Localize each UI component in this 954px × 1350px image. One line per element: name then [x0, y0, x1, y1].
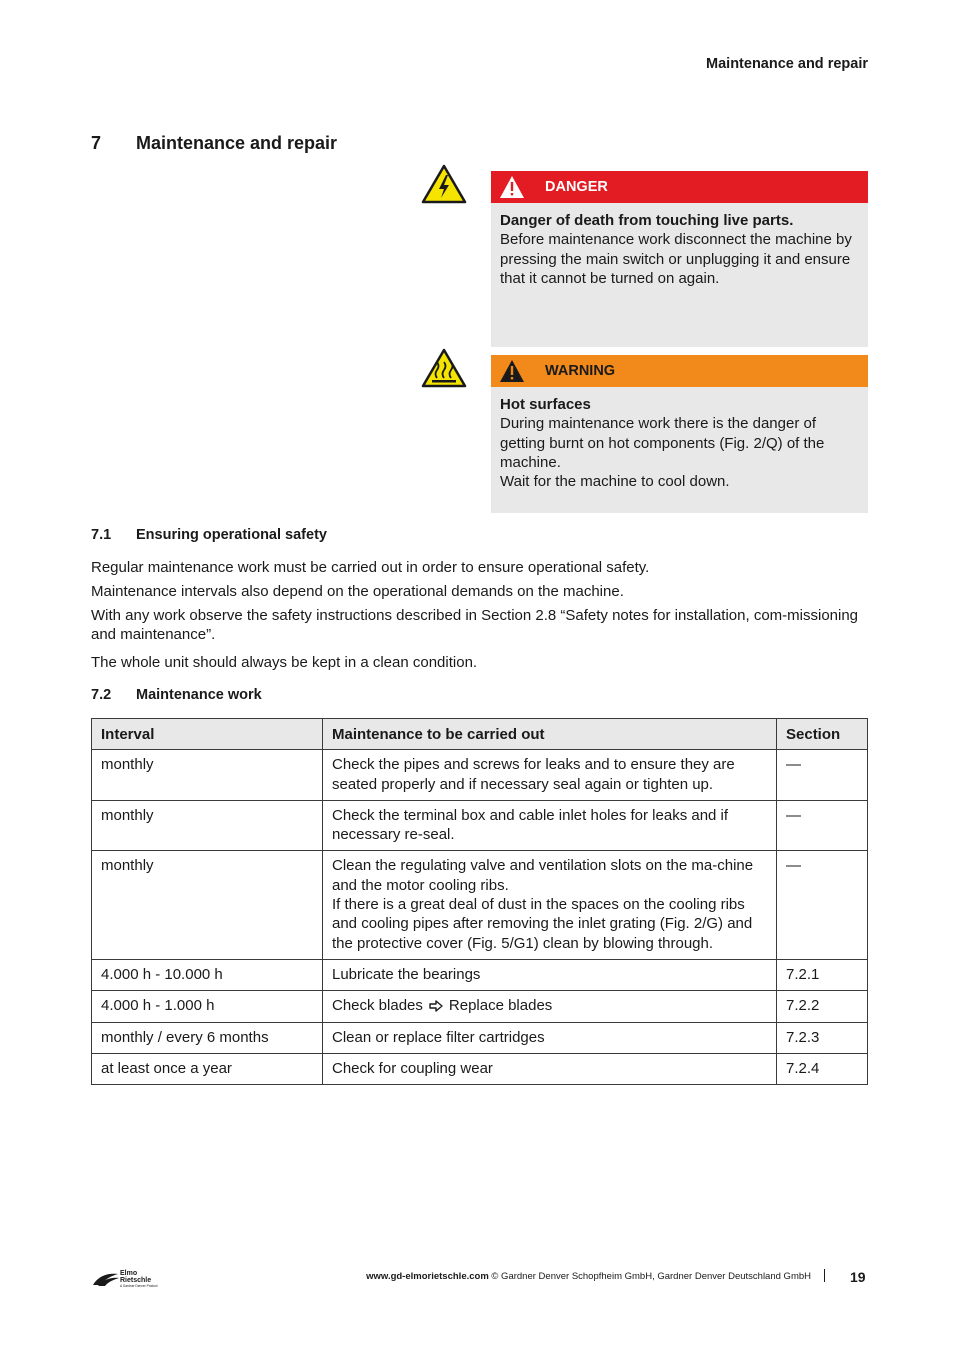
running-header: Maintenance and repair	[706, 56, 868, 72]
svg-text:Rietschle: Rietschle	[120, 1277, 152, 1284]
danger-notice	[491, 171, 868, 347]
task-cell	[323, 991, 777, 1022]
table-row	[92, 1022, 868, 1053]
maintenance-table	[91, 718, 868, 1085]
paragraph: The whole unit should always be kept in a clean condition.	[91, 654, 478, 671]
section-number: 7.2	[91, 687, 112, 703]
table-row	[92, 750, 868, 801]
high-voltage-icon	[421, 164, 467, 204]
table-row	[92, 1053, 868, 1084]
warning-heading: Hot surfaces	[500, 396, 591, 413]
task-text: Clean the regulating valve and ventilation slots on the ma-chine and the motor cooling ribs.	[332, 857, 754, 894]
interval-cell: at least once a year	[92, 1053, 323, 1084]
interval-cell: 4.000 h - 10.000 h	[92, 959, 323, 990]
task-text-2: Replace blades	[448, 997, 553, 1015]
table-row	[92, 991, 868, 1022]
column-header-maintenance: Maintenance to be carried out	[323, 719, 777, 750]
table-header-row	[92, 719, 868, 750]
footer-divider	[824, 1269, 825, 1282]
section-cell: —	[777, 800, 868, 851]
column-header-interval: Interval	[92, 719, 323, 750]
task-text: Check blades	[332, 997, 423, 1015]
elmo-rietschle-logo	[91, 1267, 171, 1291]
svg-text:Elmo: Elmo	[120, 1270, 138, 1277]
danger-label: DANGER	[545, 179, 608, 195]
table-row	[92, 851, 868, 959]
interval-cell: monthly	[92, 800, 323, 851]
section-cell: 7.2.4	[777, 1053, 868, 1084]
task-text-2: If there is a great deal of dust in the spaces on the cooling ribs and cooling pipes after removing the inlet grating (Fig. 2/G) and the protective cover (Fig. 5/G1) clean by blowing through.	[332, 896, 753, 952]
section-cell: 7.2.1	[777, 959, 868, 990]
paragraph: Regular maintenance work must be carried out in order to ensure operational safety.	[91, 559, 650, 576]
chapter-title: Maintenance and repair	[136, 133, 338, 153]
warning-label: WARNING	[545, 363, 616, 379]
danger-bar	[491, 171, 868, 203]
warning-bar	[491, 355, 868, 387]
warning-notice	[491, 355, 868, 513]
warning-text: During maintenance work there is the danger of getting burnt on hot components (Fig. 2/Q) of the machine.	[500, 415, 825, 471]
warning-triangle-icon	[491, 355, 545, 387]
table-row	[92, 800, 868, 851]
section-title: Maintenance work	[136, 687, 262, 703]
interval-cell: 4.000 h - 1.000 h	[92, 991, 323, 1022]
section-title: Ensuring operational safety	[136, 527, 327, 543]
section-cell: —	[777, 750, 868, 801]
interval-cell: monthly / every 6 months	[92, 1022, 323, 1053]
arrow-right-icon	[429, 1000, 443, 1012]
paragraph: Maintenance intervals also depend on the operational demands on the machine.	[91, 583, 624, 600]
footer-url[interactable]: www.gd-elmorietschle.com	[366, 1271, 489, 1282]
task-cell	[323, 851, 777, 959]
column-header-section: Section	[777, 719, 868, 750]
section-heading-7-2	[91, 687, 262, 703]
section-cell: —	[777, 851, 868, 959]
warning-text-2: Wait for the machine to cool down.	[500, 473, 730, 491]
danger-heading: Danger of death from touching live parts.	[500, 212, 794, 229]
section-cell: 7.2.2	[777, 991, 868, 1022]
danger-warning-icon	[491, 171, 545, 203]
interval-cell: monthly	[92, 851, 323, 959]
page-number: 19	[850, 1269, 866, 1285]
footer-copyright-text: © Gardner Denver Schopfheim GmbH, Gardner Denver Deutschland GmbH	[491, 1271, 811, 1282]
section-cell: 7.2.3	[777, 1022, 868, 1053]
hot-surface-icon	[421, 348, 467, 388]
section-heading-7-1	[91, 527, 327, 543]
interval-cell: monthly	[92, 750, 323, 801]
task-cell: Check the terminal box and cable inlet holes for leaks and if necessary re-seal.	[323, 800, 777, 851]
chapter-heading	[91, 133, 337, 154]
task-cell: Clean or replace filter cartridges	[323, 1022, 777, 1053]
warning-body	[491, 387, 868, 501]
svg-text:A Gardner Denver Product: A Gardner Denver Product	[120, 1284, 158, 1288]
danger-text: Before maintenance work disconnect the machine by pressing the main switch or unplugging it and ensure that it cannot be turned on again.	[500, 231, 852, 287]
task-cell: Check the pipes and screws for leaks and to ensure they are seated properly and if necessary seal again or tighten up.	[323, 750, 777, 801]
section-number: 7.1	[91, 527, 112, 543]
footer-copyright	[366, 1271, 811, 1282]
danger-body	[491, 203, 868, 298]
task-cell: Check for coupling wear	[323, 1053, 777, 1084]
paragraph: With any work observe the safety instructions described in Section 2.8 “Safety notes for installation, com-missioning and maintenance”.	[91, 607, 859, 644]
table-row	[92, 959, 868, 990]
task-cell: Lubricate the bearings	[323, 959, 777, 990]
chapter-number: 7	[91, 133, 102, 153]
